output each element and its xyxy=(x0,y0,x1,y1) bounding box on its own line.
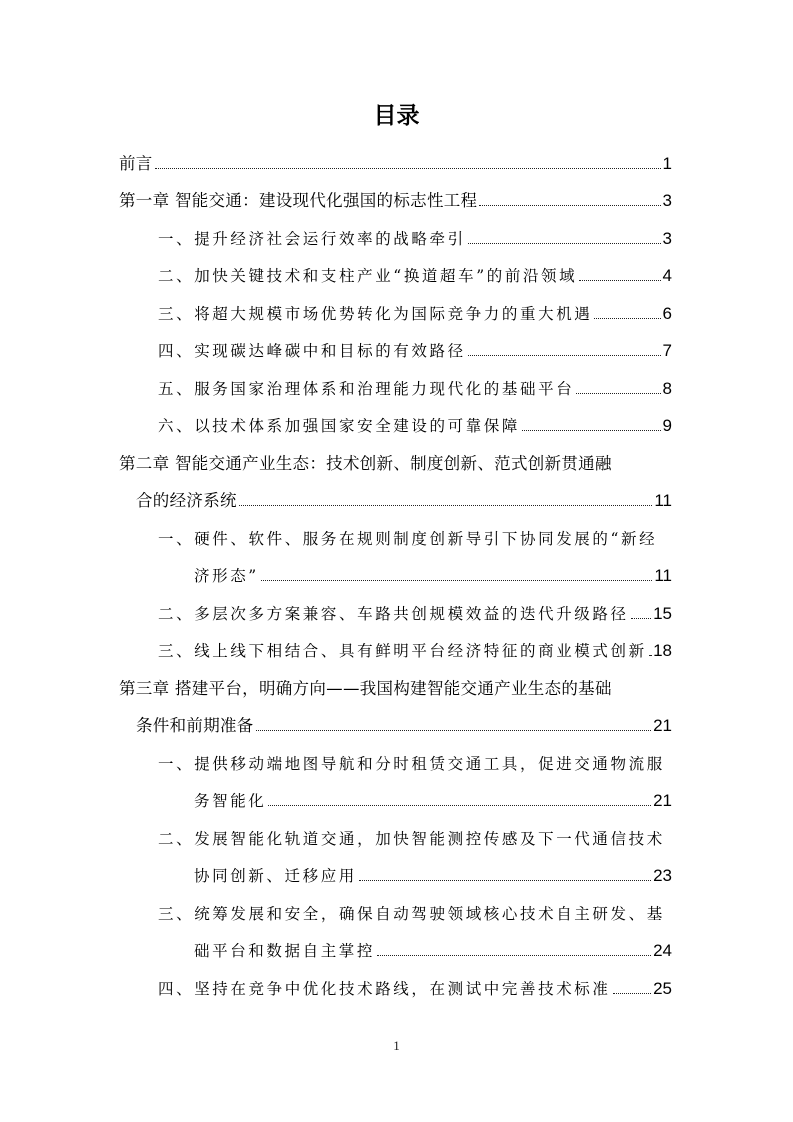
toc-entry-text: 五、服务国家治理体系和治理能力现代化的基础平台 xyxy=(158,379,575,398)
toc-entry-1-6[interactable] xyxy=(119,405,672,443)
toc-entry-text: 二、加快关键技术和支柱产业“换道超车”的前沿领域 xyxy=(158,267,578,285)
dot-leader xyxy=(594,318,660,319)
toc-entry-3-1-continued[interactable] xyxy=(119,780,672,818)
toc-entry-2-1[interactable] xyxy=(119,517,672,555)
dot-leader xyxy=(377,955,651,956)
dot-leader xyxy=(522,430,661,431)
toc-entry-text: 一、提供移动端地图导航和分时租赁交通工具，促进交通物流服 xyxy=(158,754,665,773)
toc-entry-2-3[interactable] xyxy=(119,630,672,668)
toc-page-number: 21 xyxy=(653,716,672,735)
toc-entry-1-1[interactable] xyxy=(119,217,672,255)
dot-leader xyxy=(631,618,651,619)
toc-entry-text: 一、提升经济社会运行效率的战略牵引 xyxy=(158,229,466,248)
toc-entry-1-3[interactable] xyxy=(119,292,672,330)
toc-entry-text: 第一章 智能交通：建设现代化强国的标志性工程 xyxy=(119,191,478,210)
toc-entry-1-2[interactable] xyxy=(119,255,672,293)
dot-leader xyxy=(576,393,660,394)
dot-leader xyxy=(479,205,660,206)
toc-entry-text: 六、以技术体系加强国家安全建设的可靠保障 xyxy=(158,417,521,435)
dot-leader xyxy=(579,280,660,281)
toc-page-number: 9 xyxy=(662,416,672,435)
toc-entry-3-1[interactable] xyxy=(119,742,672,780)
toc-page-number: 1 xyxy=(662,153,672,173)
toc-page-number: 23 xyxy=(653,866,672,885)
toc-entry-3-2-continued[interactable] xyxy=(119,855,672,893)
dot-leader xyxy=(649,655,651,656)
toc-entry-text: 合的经济系统 xyxy=(136,491,237,510)
toc-entry-chapter-1[interactable] xyxy=(119,180,672,218)
dot-leader xyxy=(468,243,661,244)
toc-title: 目录 xyxy=(373,103,420,129)
toc-page-number: 4 xyxy=(662,266,672,285)
toc-entry-text: 第二章 智能交通产业生态：技术创新、制度创新、范式创新贯通融 xyxy=(119,453,612,473)
toc-entry-text: 第三章 搭建平台，明确方向——我国构建智能交通产业生态的基础 xyxy=(119,678,612,698)
toc-page-number: 11 xyxy=(654,491,672,510)
toc-entry-chapter-2-continued[interactable] xyxy=(119,480,672,518)
toc-page-number: 15 xyxy=(653,603,672,623)
dot-leader xyxy=(268,805,651,806)
toc-page-number: 21 xyxy=(653,791,672,810)
toc-entry-3-3-continued[interactable] xyxy=(119,930,672,968)
toc-page-number: 3 xyxy=(662,191,672,210)
toc-page-number: 25 xyxy=(653,978,672,998)
toc-entry-preface[interactable] xyxy=(119,142,672,180)
toc-entry-1-4[interactable] xyxy=(119,330,672,368)
toc-page-number: 6 xyxy=(662,303,672,323)
toc-page-number: 8 xyxy=(662,378,672,398)
toc-entry-text: 三、统筹发展和安全，确保自动驾驶领域核心技术自主研发、基 xyxy=(158,904,665,923)
toc-entry-text: 前言 xyxy=(119,153,153,173)
toc-entry-3-2[interactable] xyxy=(119,817,672,855)
toc-page-number: 11 xyxy=(654,566,672,585)
dot-leader xyxy=(468,355,661,356)
toc-entry-chapter-3[interactable] xyxy=(119,667,672,705)
dot-leader xyxy=(613,993,652,994)
toc-entry-3-4[interactable] xyxy=(119,967,672,1005)
toc-entry-text: 务智能化 xyxy=(194,792,267,810)
toc-entry-text: 济形态” xyxy=(194,567,259,585)
toc-entry-3-3[interactable] xyxy=(119,892,672,930)
toc-page-number: 18 xyxy=(653,641,672,660)
toc-entry-2-1-continued[interactable] xyxy=(119,555,672,593)
toc-entry-text: 二、多层次多方案兼容、车路共创规模效益的迭代升级路径 xyxy=(158,604,629,623)
toc-entry-2-2[interactable] xyxy=(119,592,672,630)
toc-entry-text: 四、实现碳达峰碳中和目标的有效路径 xyxy=(158,342,466,360)
toc-page-number: 7 xyxy=(662,341,672,360)
toc-entry-text: 三、将超大规模市场优势转化为国际竞争力的重大机遇 xyxy=(158,304,593,323)
dot-leader xyxy=(155,168,661,169)
toc-page-number: 3 xyxy=(662,228,672,248)
dot-leader xyxy=(261,580,653,581)
table-of-contents xyxy=(119,142,672,1005)
toc-entry-text: 二、发展智能化轨道交通，加快智能测控传感及下一代通信技术 xyxy=(158,829,665,848)
toc-entry-text: 条件和前期准备 xyxy=(136,716,254,735)
dot-leader xyxy=(256,730,651,731)
toc-entry-text: 三、线上线下相结合、具有鲜明平台经济特征的商业模式创新 xyxy=(158,642,647,660)
page-number-footer: 1 xyxy=(393,1038,400,1053)
toc-entry-1-5[interactable] xyxy=(119,367,672,405)
toc-entry-text: 协同创新、迁移应用 xyxy=(194,867,357,885)
toc-entry-text: 础平台和数据自主掌控 xyxy=(194,942,376,960)
toc-entry-text: 四、坚持在竞争中优化技术路线，在测试中完善技术标准 xyxy=(158,979,611,998)
toc-entry-chapter-2[interactable] xyxy=(119,442,672,480)
toc-entry-chapter-3-continued[interactable] xyxy=(119,705,672,743)
toc-entry-text: 一、硬件、软件、服务在规则制度创新导引下协同发展的“新经 xyxy=(158,529,658,548)
dot-leader xyxy=(239,505,653,506)
dot-leader xyxy=(359,880,651,881)
toc-page-number: 24 xyxy=(653,941,672,960)
